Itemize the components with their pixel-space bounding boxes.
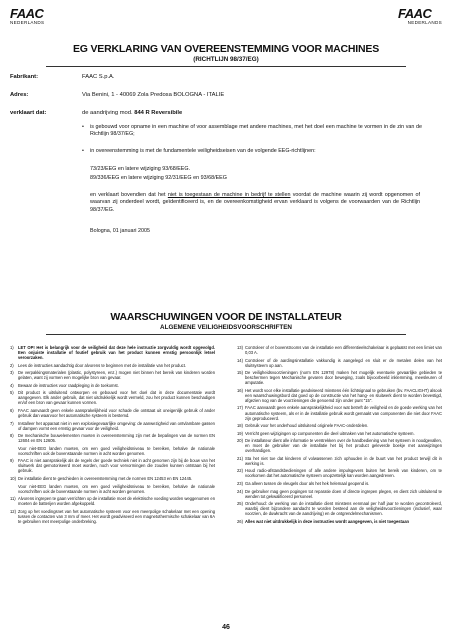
warning-number: 26) — [237, 518, 243, 524]
warning-item — [237, 358, 442, 368]
warning-item — [10, 446, 215, 456]
warning-text: Sta het niet toe dat kinderen of volwassenen zich ophouden in de buurt van het product terwijl dit in werking is. — [245, 455, 442, 466]
warning-text: Ga alleen tussen de vleugels door als het hek helemaal geopend is. — [245, 481, 370, 487]
warning-item — [237, 438, 442, 453]
warning-number: 13) — [237, 345, 243, 350]
warning-number: 25) — [237, 501, 243, 507]
warning-number: 24) — [237, 488, 243, 494]
warning-text: FAAC aanvaardt geen enkele aansprakelijkheid voor wat betreft de veiligheid en de goede werking van het automatische systeem, als er in de installatie gebruik wordt gemaakt van componenten die niet door FAAC zijn geproduceerd. — [245, 405, 442, 421]
warning-item — [10, 390, 215, 405]
warning-number: 8) — [10, 433, 14, 439]
warning-text: Gebruik voor het onderhoud uitsluitend originele FAAC-onderdelen. — [245, 423, 369, 429]
logo-wordmark: FAAC — [10, 7, 44, 19]
warning-item — [237, 456, 442, 466]
warning-item — [237, 481, 442, 486]
warnings-subtitle: ALGEMENE VEILIGHEIDSVOORSCHRIFTEN — [160, 324, 292, 331]
closing-underlined: niet is toegestaan de machine in bedrijf te stellen — [167, 192, 291, 198]
language-label: NEDERLANDS — [407, 20, 442, 25]
warning-number: 9) — [10, 458, 14, 464]
declares-prefix: de aandrijving mod. — [82, 110, 133, 116]
warning-item — [237, 388, 442, 403]
bullet-icon: • — [82, 148, 84, 154]
warning-item — [10, 383, 215, 388]
warning-text: Het wordt voor elke installatie geadviseerd minstens één lichtsignaal te gebruiken (bv. FAACLIGHT) alsook een waarschuwingsbord dat goed op de constructie van het hang- en sluitwerk dient te worden bevestigd, afgezien nog van de voorzieningen die genoemd zijn onder punt "15". — [245, 387, 442, 403]
warning-text: Voor niet-EEG landen moeten, om een goed veiligheidsniveau te bereiken, behalve de nationale voorschriften ook de bovenstaande normen in acht worden genomen. — [18, 483, 215, 494]
page-number: 46 — [222, 624, 230, 631]
warning-number: 4) — [10, 382, 14, 388]
warning-number: 20) — [237, 438, 243, 444]
warning-item — [10, 476, 215, 481]
warning-text: De installatie dient te geschieden in overeenstemming met de normen EN 12453 en EN 12445. — [18, 475, 193, 481]
warning-text: De veiligheidsvoorzieningen (norm EN 12978) maken het mogelijk eventuele gevaarlijke gebieden te beschermen tegen Mechanische gevaren door beweging, zoals bijvoorbeeld inklemming, meesleuren of amputatie. — [245, 370, 442, 386]
warning-text: Controleer of er bovenstrooms van de installatie een differentieelschakelaar is geplaatst met een limiet van 0,03 A. — [245, 345, 442, 356]
declaration-bullet-2 — [82, 148, 422, 155]
warning-item — [237, 370, 442, 385]
warning-number: 19) — [237, 430, 243, 436]
closing-post: voordat de machine waarin zij wordt opgenomen of waarvan zij onderdeel wordt, geïdentificeerd is, en de overeenkomstigheid ervan verklaard is volgens de voorwaarden van de Richtlijn 98/37/EG. — [90, 192, 420, 213]
divider — [46, 66, 406, 67]
warning-number: 15) — [237, 370, 243, 376]
warnings-title: WAARSCHUWINGEN VOOR DE INSTALLATEUR — [110, 311, 342, 323]
warning-item — [10, 345, 215, 360]
warning-number: 16) — [237, 387, 243, 393]
bullet-text: in overeenstemming is met de fundamentele veiligheidseisen van de volgende EEG-richtlijnen: — [90, 148, 316, 154]
warning-number: 17) — [237, 405, 243, 411]
warning-text: Dit product is uitsluitend ontworpen en gebouwd voor het doel dat in deze documentatie wordt aangegeven. Elk ander gebruik, dat niet uitdrukkelijk wordt vermeld, zou het product kunnen beschadigen en/of een bron van gevaar kunnen vormen. — [18, 390, 215, 406]
declares-value — [82, 110, 182, 116]
warning-number: 12) — [10, 508, 16, 514]
warning-item — [10, 421, 215, 431]
bullet-icon: • — [82, 124, 84, 130]
warning-item — [237, 468, 442, 478]
warning-item — [10, 408, 215, 418]
warning-text: De installateur dient alle informatie te verstrekken over de handbediening van het systeem in noodgevallen, en moet de gebruiker van de installatie het bij het product geleverde boekje met aanwijzingen overhandigen. — [245, 438, 442, 454]
declaration-closing — [90, 192, 420, 214]
warning-text: Verricht geen wijzigingen op componenten die deel uitmaken van het automatische systeem. — [245, 430, 415, 436]
divider — [46, 334, 406, 335]
closing-pre: en verklaart bovendien dat het — [90, 192, 168, 198]
place-date: Bologna, 01 januari 2005 — [90, 228, 150, 234]
warning-number: 11) — [10, 496, 16, 502]
manufacturer-label: Fabrikant: — [10, 74, 39, 80]
warning-number: 10) — [10, 475, 16, 481]
warnings-column-left — [10, 345, 215, 526]
warning-item — [237, 519, 442, 524]
warning-number: 18) — [237, 423, 243, 429]
warning-item — [10, 363, 215, 368]
warning-number: 3) — [10, 370, 14, 376]
warning-number: 14) — [237, 357, 243, 363]
warnings-column-right — [237, 345, 442, 526]
warning-item — [10, 509, 215, 524]
faac-logo-right — [396, 7, 442, 25]
warning-item — [237, 405, 442, 420]
declares-label: verklaart dat: — [10, 110, 47, 116]
warning-item — [10, 370, 215, 380]
warning-text: De verpakkingsmaterialen (plastic, polystyreen, enz.) mogen niet binnen het bereik van kinderen worden gelaten, want zij vormen een mogelijke bron van gevaar. — [18, 370, 215, 381]
warning-text: LET OP! Het is belangrijk voor de veiligheid dat deze hele instructie zorgvuldig wordt opgevolgd. Een onjuiste installatie of foutief gebruik van het product kunnen ernstig persoonlijk letsel veroorzaken. — [18, 345, 215, 361]
directive-2: 89/336/EEG en latere wijziging 92/31/EEG en 93/68/EEG — [90, 175, 227, 181]
warning-item — [10, 484, 215, 494]
manufacturer-value: FAAC S.p.A. — [82, 74, 115, 80]
language-label: NEDERLANDS — [10, 20, 45, 25]
warning-item — [237, 345, 442, 355]
bullet-text: is gebouwd voor opname in een machine of voor assemblage met andere machines, met het doel een machine te vormen in de zin van de Richtlijn 98/37/EG; — [90, 124, 422, 138]
declaration-subtitle: (RICHTLIJN 98/37/EG) — [193, 56, 259, 63]
declaration-title: EG VERKLARING VAN OVEREENSTEMMING VOOR MACHINES — [72, 43, 379, 55]
warning-text: De mechanische bouwelementen moeten in overeenstemming zijn met de bepalingen van de normen EN 12604 en EN 12605. — [18, 433, 215, 444]
warning-text: Alles wat niet uitdrukkelijk in deze instructies wordt aangegeven, is niet toegestaan — [245, 518, 410, 524]
declaration-bullet-1 — [82, 124, 422, 139]
warning-item — [237, 501, 442, 516]
warning-text: Lees de instructies aandachtig door alvorens te beginnen met de installatie van het product. — [18, 362, 187, 368]
warning-text: Installeer het apparaat niet in een explosiegevaarlijke omgeving: de aanwezigheid van ontvlambare gassen of dampen vormt een ernstig gevaar voor de veiligheid. — [18, 420, 215, 431]
product-model: 844 R Reversibile — [134, 110, 183, 116]
warning-number: 6) — [10, 407, 14, 413]
logo-wordmark: FAAC — [398, 7, 432, 19]
address-value: Via Benini, 1 - 40069 Zola Predosa BOLOGNA - ITALIE — [82, 92, 225, 98]
warning-item — [10, 496, 215, 506]
warning-number: 23) — [237, 481, 243, 487]
warning-text: Zorg op het voedingsnet van het automatische systeem voor een meerpolige schakelaar met een opening tussen de contacten van 3 mm of meer. Het wordt geadviseerd een magnetothermische schakelaar van 6A te gebruiken met meerpolige onderbreking. — [18, 508, 215, 524]
warning-text: Houd radio-afstandsbedieningen of alle andere impulsgevers buiten het bereik van kinderen, om te voorkomen dat het automatische systeem onopzettelijk kan worden aangedreven. — [245, 468, 442, 479]
warning-text: FAAC is niet aansprakelijk als de regels der goede techniek niet in acht genomen zijn bij de bouw van het sluitwerk dat gemotoriseerd moet worden, noch voor vervormingen die zouden kunnen ontstaan bij het gebruik. — [18, 458, 215, 474]
warning-item — [237, 431, 442, 436]
warning-number: 2) — [10, 362, 14, 368]
warning-text: Bewaar de instructies voor raadpleging in de toekomst. — [18, 382, 119, 388]
warning-number: 5) — [10, 390, 14, 396]
directive-1: 73/23/EEG en latere wijziging 93/68/EEG. — [90, 166, 191, 172]
warning-text: Onderhoud: de werking van de installatie dient minstens eenmaal per half jaar te worden gecontroleerd, waarbij dient bijzondere aandacht te worden besteed aan de veiligheidsvoorzieningen (inclusief, waar voorzien, de duwkracht van de aandrijving) en de ontgrendelmechanismen. — [245, 501, 442, 517]
warning-text: Controleer of de aardingsinstallatie vakkundig is aangelegd en sluit er de metalen delen van het sluitsysteem op aan. — [245, 357, 442, 368]
warning-item — [237, 423, 442, 428]
warning-text: FAAC aanvaardt geen enkele aansprakelijkheid voor schade die ontstaat uit oneigenlijk gebruik of ander gebruik dan waarvoor het automatische systeem is bestemd. — [18, 407, 215, 419]
warning-text: Alvorens ingrepen te gaan verrichten op de installatie moet de elektrische voeding worden weggenomen en moeten de batterijen worden afgekoppeld. — [18, 496, 215, 507]
warning-number: 21) — [237, 455, 243, 461]
warning-number: 22) — [237, 468, 243, 474]
warning-text: Voor niet-EEG landen moeten, om een goed veiligheidsniveau te bereiken, behalve de nationale voorschriften ook de bovenstaande normen in acht worden genomen. — [18, 445, 215, 456]
warning-item — [10, 458, 215, 473]
faac-logo-left — [10, 7, 56, 25]
faac-logo-mark — [10, 7, 54, 19]
warning-number: 7) — [10, 420, 14, 426]
address-label: Adres: — [10, 92, 29, 98]
warning-number: 1) — [10, 345, 14, 350]
warning-text: De gebruiker mag geen pogingen tot reparatie doen of directe ingrepen plegen, en dient zich uitsluitend te wenden tot gekwalificeerd personeel. — [245, 488, 442, 499]
faac-logo-mark — [398, 7, 442, 19]
warning-item — [10, 433, 215, 443]
warning-item — [237, 489, 442, 499]
